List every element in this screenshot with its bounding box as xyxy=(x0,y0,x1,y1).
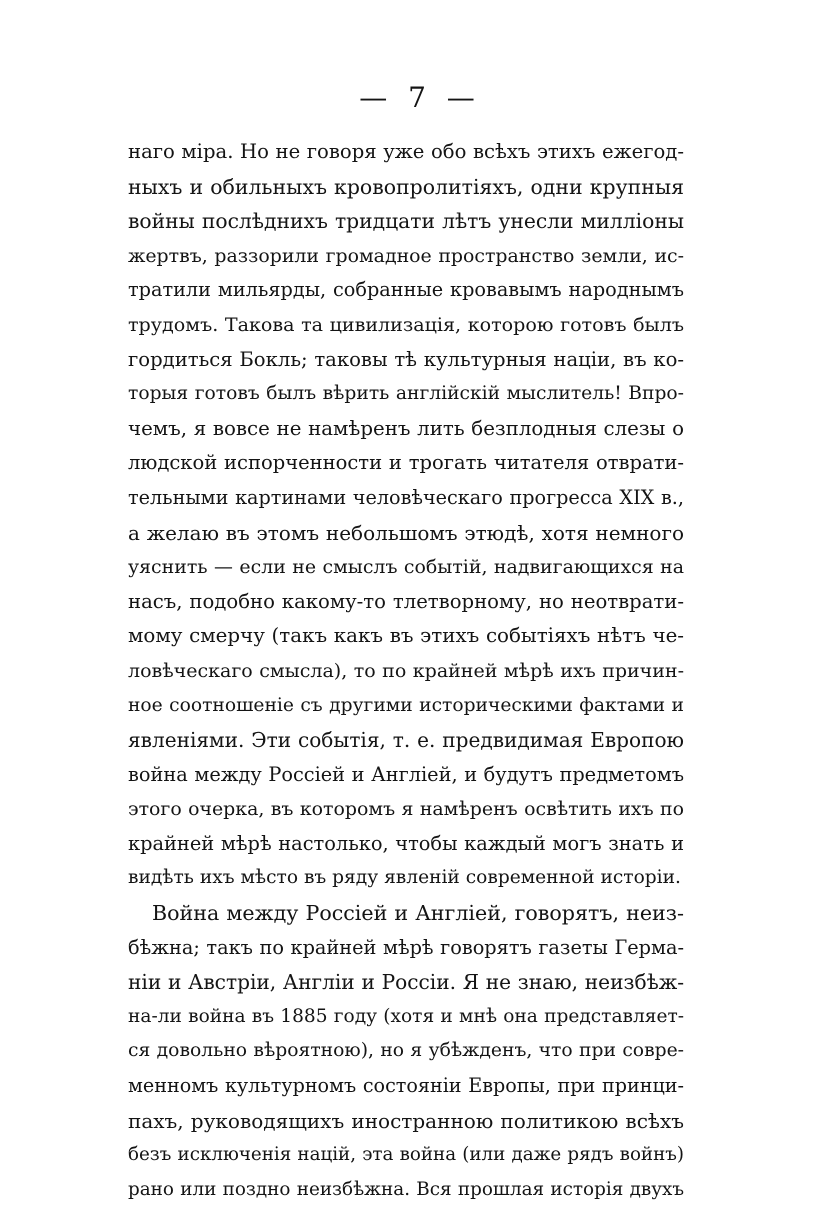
text-line: Война между Россіей и Англіей, говорятъ, неиз- xyxy=(152,901,684,926)
text-line: насъ, подобно какому-то тлетворному, но неотврати- xyxy=(128,589,684,613)
text-line: война между Россіей и Англіей, и будутъ предметомъ xyxy=(128,762,684,786)
text-line: войны послѣднихъ тридцати лѣтъ унесли милліоны xyxy=(128,209,684,234)
text-line: тельными картинами человѣческаго прогресса XIX в., xyxy=(128,485,684,509)
text-line: трудомъ. Такова та цивилизація, которою готовъ былъ xyxy=(128,312,684,336)
text-line: пахъ, руководящихъ иностранною политикою всѣхъ xyxy=(128,1108,684,1133)
text-line: этого очерка, въ которомъ я намѣренъ освѣтить ихъ по xyxy=(128,798,684,821)
text-line: наго міра. Но не говоря уже обо всѣхъ этихъ ежегод- xyxy=(128,140,684,163)
text-line: видѣть ихъ мѣсто въ ряду явленій современной исторіи. xyxy=(128,867,681,889)
text-line: ныхъ и обильныхъ кровопролитіяхъ, одни крупныя xyxy=(128,174,684,199)
text-line: на-ли война въ 1885 году (хотя и мнѣ она представляет- xyxy=(128,1005,684,1027)
text-line: гордиться Бокль; таковы тѣ культурныя націи, въ ко- xyxy=(128,347,684,371)
text-line: менномъ культурномъ состояніи Европы, при принци- xyxy=(128,1074,684,1098)
text-line: мому смерчу (такъ какъ въ этихъ событіяхъ нѣтъ че- xyxy=(128,624,684,648)
text-line: жертвъ, раззорили громадное пространство земли, ис- xyxy=(128,244,684,267)
text-line: а желаю въ этомъ небольшомъ этюдѣ, хотя немного xyxy=(128,520,684,545)
text-line: ніи и Австріи, Англіи и Россіи. Я не знаю, неизбѣж- xyxy=(128,970,684,995)
paragraph-1 xyxy=(128,135,684,896)
text-line: торыя готовъ былъ вѣрить англійскій мыслитель! Впро- xyxy=(128,383,684,405)
text-line: бѣжна; такъ по крайней мѣрѣ говорятъ газеты Герма- xyxy=(128,935,684,959)
text-line: безъ исключенія націй, эта война (или даже рядъ войнъ) xyxy=(128,1144,684,1166)
text-line: ловѣческаго смысла), то по крайней мѣрѣ ихъ причин- xyxy=(128,659,684,682)
text-line: ся довольно вѣроятною), но я убѣжденъ, что при совре- xyxy=(128,1040,684,1062)
paragraph-2 xyxy=(128,896,684,1207)
text-line: ное соотношеніе съ другими историческими фактами и xyxy=(128,694,684,716)
text-line: явленіями. Эти событія, т. е. предвидимая Европою xyxy=(128,728,684,753)
text-line: крайней мѣрѣ настолько, чтобы каждый могъ знать и xyxy=(128,831,684,855)
text-line: рано или поздно неизбѣжна. Вся прошлая исторія двухъ xyxy=(128,1178,684,1200)
text-line: чемъ, я вовсе не намѣренъ лить безплодныя слезы о xyxy=(128,416,684,440)
text-line: тратили мильярды, собранные кровавымъ народнымъ xyxy=(128,278,684,302)
text-line: людской испорченности и трогать читателя отврати- xyxy=(128,451,684,475)
body-text xyxy=(128,135,684,1207)
text-line: уяснить — если не смыслъ событій, надвигающихся на xyxy=(128,556,684,579)
page-number: — 7 — xyxy=(359,81,481,114)
